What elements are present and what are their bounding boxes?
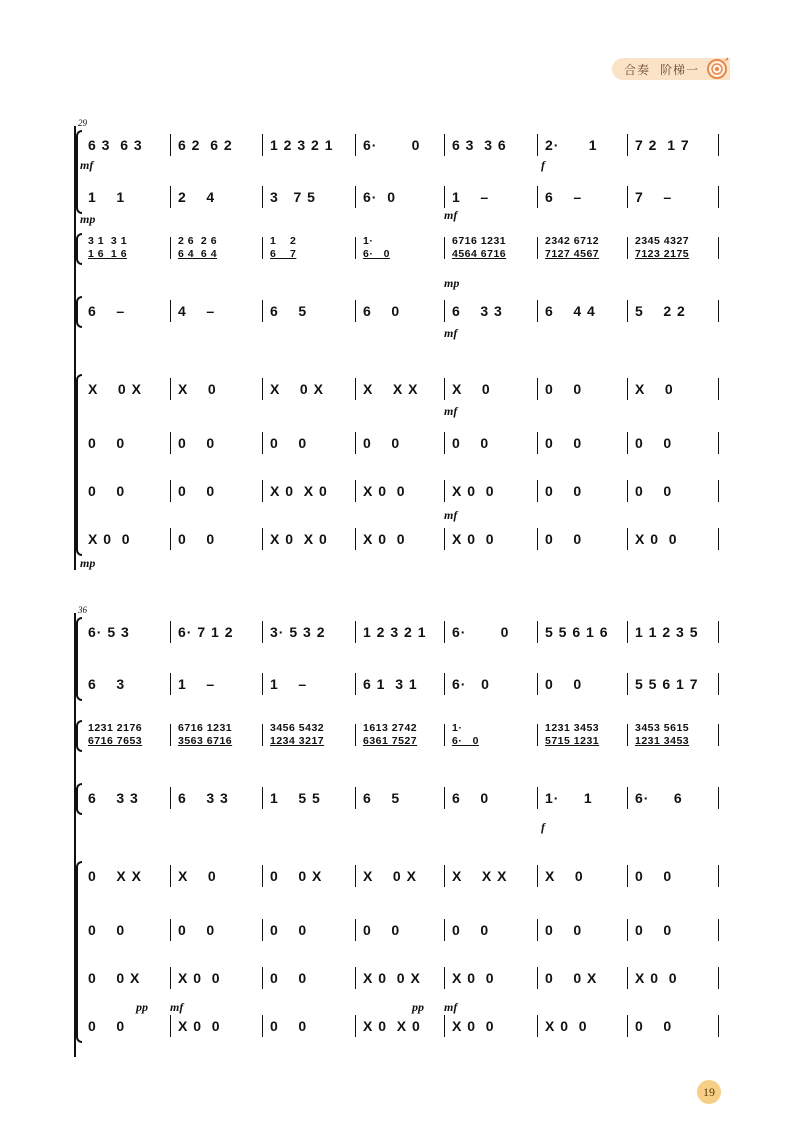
measure-upper-line: 1613 2742	[363, 722, 418, 734]
measure: 6 5	[270, 303, 308, 319]
measure: X 0 X 0	[363, 1018, 421, 1034]
measure: 0 0	[178, 531, 216, 547]
dynamic-marking: mf	[80, 158, 94, 172]
barline	[718, 724, 719, 746]
barline	[718, 300, 719, 322]
measure	[262, 722, 355, 748]
measure: 1 –	[178, 676, 216, 692]
measure: X 0 0	[363, 531, 406, 547]
measure: 0 0	[545, 922, 583, 938]
staff	[0, 184, 805, 210]
measure: X 0 0	[545, 1018, 588, 1034]
barline	[718, 528, 719, 550]
measure: 2 4	[178, 189, 216, 205]
barline	[718, 134, 719, 156]
measure	[444, 722, 537, 748]
measure: 0 0 X	[270, 868, 323, 884]
measure-lower-line: 1 6 1 6	[88, 248, 128, 260]
measure: 0 0	[452, 435, 490, 451]
measure: 6· 0	[363, 189, 397, 205]
staff	[0, 376, 805, 402]
barline	[718, 1015, 719, 1037]
measure: X 0 0	[635, 970, 678, 986]
staff	[0, 132, 805, 158]
music-note-icon	[706, 55, 730, 79]
measure: X 0 0	[452, 1018, 495, 1034]
measure: 0 0	[88, 1018, 126, 1034]
measure-lower-line: 4564 6716	[452, 248, 507, 260]
measure: 6 2 6 2	[178, 137, 233, 153]
measure-lower-line: 5715 1231	[545, 735, 600, 747]
measure: 6· 7 1 2	[178, 624, 234, 640]
staff	[0, 478, 805, 504]
measure: 6 –	[88, 303, 126, 319]
dynamic-marking: mf	[444, 404, 458, 418]
measure-lower-line: 6 7	[270, 248, 297, 260]
staff	[0, 785, 805, 811]
dynamic-marking: mp	[444, 276, 460, 290]
measure: 6 4 4	[545, 303, 596, 319]
measure-upper-line: 2342 6712	[545, 235, 600, 247]
measure: X 0 0	[363, 483, 406, 499]
measure-lower-line: 6· 0	[363, 248, 390, 260]
page-number: 19	[697, 1080, 721, 1104]
staff	[0, 917, 805, 943]
measure: 0 0	[178, 922, 216, 938]
measure: X 0	[178, 868, 217, 884]
barline	[718, 967, 719, 989]
measure: X 0 X	[363, 868, 417, 884]
dynamic-marking: mf	[444, 326, 458, 340]
measure: X 0 0	[178, 970, 221, 986]
measure: X 0 X	[88, 381, 142, 397]
measure-lower-line: 1234 3217	[270, 735, 325, 747]
measure-upper-line: 1231 2176	[88, 722, 143, 734]
measure-number: 29	[78, 118, 87, 128]
measure: 0 0	[270, 970, 308, 986]
measure-number: 36	[78, 605, 87, 615]
barline	[718, 919, 719, 941]
measure: 7 –	[635, 189, 673, 205]
staff	[0, 722, 805, 748]
measure	[537, 722, 627, 748]
barline	[718, 480, 719, 502]
measure: 5 5 6 1 7	[635, 676, 699, 692]
measure	[537, 235, 627, 261]
measure: 0 0	[545, 531, 583, 547]
measure: 6 0	[363, 303, 401, 319]
header-title: 阶梯一	[660, 62, 700, 77]
dynamic-marking: mf	[444, 1000, 458, 1014]
measure: 1 1	[88, 189, 126, 205]
measure: 5 5 6 1 6	[545, 624, 609, 640]
dynamic-marking: mf	[170, 1000, 184, 1014]
measure: 0 X X	[88, 868, 142, 884]
measure-lower-line: 6 4 6 4	[178, 248, 218, 260]
measure: X X X	[452, 868, 508, 884]
measure: 0 0	[635, 922, 673, 938]
measure	[262, 235, 355, 261]
measure-lower-line: 6361 7527	[363, 735, 418, 747]
measure: 0 0	[452, 922, 490, 938]
measure: X 0 0	[88, 531, 131, 547]
measure: 6 1 3 1	[363, 676, 418, 692]
measure: X 0	[178, 381, 217, 397]
measure: X 0 0	[452, 531, 495, 547]
measure: 1 –	[270, 676, 308, 692]
measure	[170, 235, 262, 261]
measure-lower-line: 7123 2175	[635, 248, 690, 260]
measure: X 0 0	[452, 970, 495, 986]
measure: X 0 0 X	[363, 970, 421, 986]
measure: 0 0	[363, 922, 401, 938]
measure: X 0 0	[452, 483, 495, 499]
measure: 6 3 3	[178, 790, 229, 806]
measure: X 0 0	[178, 1018, 221, 1034]
measure: X 0 0	[635, 531, 678, 547]
barline	[718, 673, 719, 695]
measure: X 0	[545, 868, 584, 884]
measure-upper-line: 6716 1231	[452, 235, 507, 247]
measure: 0 0	[363, 435, 401, 451]
measure	[80, 235, 170, 261]
header-tab	[612, 58, 730, 80]
measure-upper-line: 2345 4327	[635, 235, 690, 247]
measure: 0 0	[270, 1018, 308, 1034]
dynamic-marking: f	[541, 158, 545, 172]
measure-upper-line: 1·	[452, 722, 463, 734]
staff	[0, 863, 805, 889]
staff	[0, 1013, 805, 1039]
measure: 6 3	[88, 676, 126, 692]
measure	[355, 235, 444, 261]
measure: 1 2 3 2 1	[270, 137, 334, 153]
measure-upper-line: 3 1 3 1	[88, 235, 128, 247]
measure: X 0 X 0	[270, 483, 328, 499]
measure: 1 5 5	[270, 790, 321, 806]
measure: 1· 1	[545, 790, 593, 806]
measure: X 0	[635, 381, 674, 397]
measure	[627, 235, 718, 261]
measure-lower-line: 6716 7653	[88, 735, 143, 747]
measure: 3 7 5	[270, 189, 316, 205]
barline	[718, 378, 719, 400]
staff	[0, 526, 805, 552]
measure	[170, 722, 262, 748]
measure: 6 3 3	[88, 790, 139, 806]
measure: 6 3 6 3	[88, 137, 143, 153]
measure: 0 0	[270, 922, 308, 938]
measure: 6 –	[545, 189, 583, 205]
measure: X 0 X 0	[270, 531, 328, 547]
measure: 0 0	[545, 435, 583, 451]
staff	[0, 619, 805, 645]
measure: 5 2 2	[635, 303, 686, 319]
dynamic-marking: mf	[444, 208, 458, 222]
measure: 0 0	[545, 676, 583, 692]
barline	[718, 865, 719, 887]
measure-lower-line: 7127 4567	[545, 248, 600, 260]
measure	[80, 722, 170, 748]
dynamic-marking: mp	[80, 212, 96, 226]
measure: 6· 0	[363, 137, 421, 153]
measure	[355, 722, 444, 748]
measure: 0 0	[635, 483, 673, 499]
barline	[718, 621, 719, 643]
measure: 0 0	[635, 435, 673, 451]
measure: 6 3 3	[452, 303, 503, 319]
measure: 7 2 1 7	[635, 137, 690, 153]
dynamic-marking: mp	[80, 556, 96, 570]
measure: 6 0	[452, 790, 490, 806]
barline	[718, 787, 719, 809]
measure: 0 0	[635, 868, 673, 884]
measure: X 0 X	[270, 381, 324, 397]
header-section: 合奏	[624, 62, 651, 77]
measure: 2· 1	[545, 137, 598, 153]
measure-lower-line: 6· 0	[452, 735, 479, 747]
measure: 0 0	[270, 435, 308, 451]
measure: 1 2 3 2 1	[363, 624, 427, 640]
measure: 3· 5 3 2	[270, 624, 326, 640]
measure-upper-line: 2 6 2 6	[178, 235, 218, 247]
barline	[718, 237, 719, 259]
measure: 0 0	[545, 483, 583, 499]
measure: 1 1 2 3 5	[635, 624, 699, 640]
measure: 0 0 X	[545, 970, 598, 986]
dynamic-marking: pp	[412, 1000, 424, 1014]
measure: 0 0	[545, 381, 583, 397]
measure: 6· 0	[452, 676, 490, 692]
measure: X X X	[363, 381, 419, 397]
staff	[0, 430, 805, 456]
measure-upper-line: 1231 3453	[545, 722, 600, 734]
measure: 4 –	[178, 303, 216, 319]
staff	[0, 965, 805, 991]
measure-lower-line: 3563 6716	[178, 735, 233, 747]
staff	[0, 298, 805, 324]
measure	[627, 722, 718, 748]
measure: 6 5	[363, 790, 401, 806]
measure-upper-line: 3456 5432	[270, 722, 325, 734]
measure: 0 0	[88, 483, 126, 499]
staff	[0, 235, 805, 261]
measure: 6· 0	[452, 624, 510, 640]
staff	[0, 671, 805, 697]
dynamic-marking: pp	[136, 1000, 148, 1014]
measure: 0 0	[178, 435, 216, 451]
measure-upper-line: 1·	[363, 235, 374, 247]
measure: 0 0	[88, 922, 126, 938]
barline	[718, 432, 719, 454]
measure-upper-line: 1 2	[270, 235, 297, 247]
measure: 0 0	[88, 435, 126, 451]
measure: 0 0	[635, 1018, 673, 1034]
dynamic-marking: f	[541, 820, 545, 834]
measure: 1 –	[452, 189, 490, 205]
measure: X 0	[452, 381, 491, 397]
measure-lower-line: 1231 3453	[635, 735, 690, 747]
measure: 0 0 X	[88, 970, 141, 986]
dynamic-marking: mf	[444, 508, 458, 522]
measure-upper-line: 3453 5615	[635, 722, 690, 734]
barline	[718, 186, 719, 208]
measure: 6 3 3 6	[452, 137, 507, 153]
measure: 0 0	[178, 483, 216, 499]
measure: 6· 6	[635, 790, 683, 806]
measure	[444, 235, 537, 261]
measure-upper-line: 6716 1231	[178, 722, 233, 734]
measure: 6· 5 3	[88, 624, 130, 640]
